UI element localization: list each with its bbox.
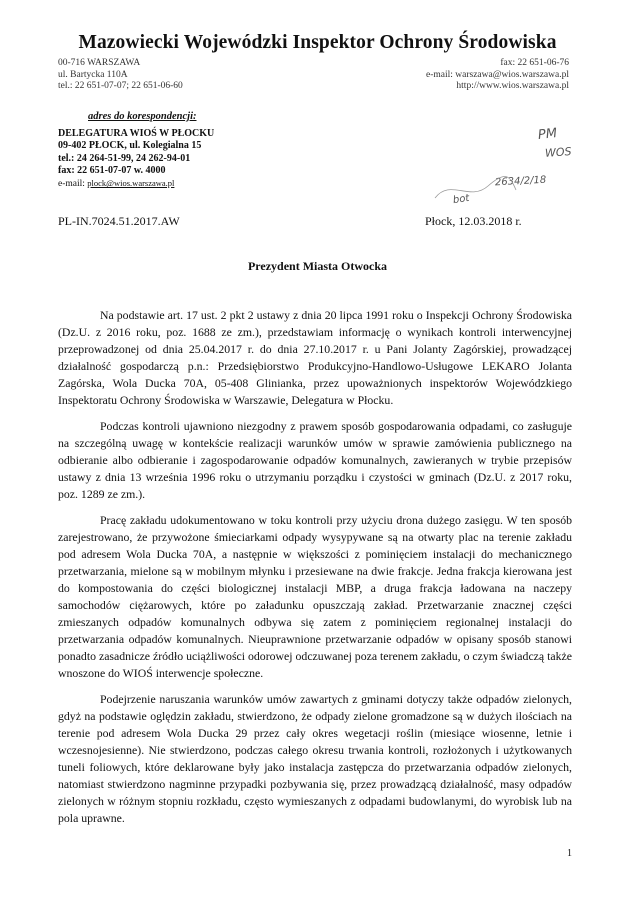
handwritten-note: 2634/2/18 [494, 174, 547, 189]
letterhead-title: Mazowiecki Wojewódzki Inspektor Ochrony Środowiska [78, 32, 557, 53]
place-and-date: Płock, 12.03.2018 r. [425, 214, 522, 228]
body-paragraph: Pracę zakładu udokumentowano w toku kontroli przy użyciu drona dużego zasięgu. W ten sposób zarejestrowano, że przywożone śmieciarkami odpady wysypywane są na otwarty plac na terenie zakładu pod adresem Wola Ducka 70A, a następnie w większości z pominięciem instalacji do mechanicznego przetwarzania, mielone są w mobilnym młynku i przesiewane na dwie frakcje. Jedna frakcja kierowana jest do kompostowania do części biologicznej instalacji MBP, a druga frakcja ładowana na naczepy samochodów ciężarowych, które po załadunku opuszczają zakład. Przetwarzanie znacznej części zmieszanych odpadów komunalnych odbywa się zatem z pominięciem regionalnej instalacji do przetwarzania odpadów komunalnych. Nieuprawnione przetwarzanie odpadów w opisany sposób stanowi ponadto zasadnicze źródło uciążliwości odorowej odczuwanej poza terenem zakładu, o czym świadczą także wnoszone do WIOŚ interwencje społeczne. [58, 513, 572, 680]
letter-body [58, 307, 572, 836]
contact-fax: fax: 22 651-06-76 [500, 58, 569, 68]
handwritten-note: PM [537, 126, 558, 143]
contact-email: e-mail: warszawa@wios.warszawa.pl [425, 69, 569, 80]
body-paragraph: Podczas kontroli ujawniono niezgodny z prawem sposób gospodarowania odpadami, co zasługuje na szczególną uwagę w kontekście realizacji warunków umów w sprawie zamówienia publicznego na odbieranie albo odbieranie i zagospodarowanie odpadów komunalnych, zawieranych w trybie przepisów ustawy z dnia 13 września 1996 roku o utrzymaniu porządku i czystości w gminach (Dz.U. z 2017 roku, poz. 1289 ze zm.). [58, 419, 572, 501]
address-city: 00-716 WARSZAWA [58, 58, 141, 68]
delegation-email: plock@wios.warszawa.pl [87, 178, 175, 189]
email-label: e-mail: [58, 179, 88, 190]
address-phone: tel.: 22 651-07-07; 22 651-06-60 [58, 81, 183, 91]
office-contact [426, 58, 569, 93]
delegation-name: DELEGATURA WIOŚ W PŁOCKU [58, 128, 215, 139]
correspondence-heading: adres do korespondencji: [88, 111, 197, 122]
page-number: 1 [567, 848, 572, 859]
correspondence-address [58, 128, 214, 190]
recipient: Prezydent Miasta Otwocka [247, 259, 388, 273]
body-paragraph: Na podstawie art. 17 ust. 2 pkt 2 ustawy z dnia 20 lipca 1991 roku o Inspekcji Ochrony Środowiska (Dz.U. z 2016 roku, poz. 1688 ze zm.), przedstawiam informację o wynikach kontroli interwencyjnej przeprowadzonej od dnia 25.04.2017 r. do dnia 27.10.2017 r. u Pani Jolanty Zagórskiej, prowadzącej działalność gospodarczą p.n.: Przedsiębiorstwo Produkcyjno-Handlowo-Usługowe LEKARO Jolanta Zagórska, Wola Ducka 70A, 05-408 Glinianka, przez upoważnionych inspektorów Wojewódzkiego Inspektoratu Ochrony Środowiska w Warszawie, Delegatura w Płocku. [58, 308, 572, 407]
reference-number: PL-IN.7024.51.2017.AW [58, 214, 180, 228]
address-street: ul. Bartycka 110A [58, 69, 128, 80]
delegation-street: 09-402 PŁOCK, ul. Kolegialna 15 [58, 140, 202, 152]
office-address [58, 58, 183, 93]
handwritten-scribble [430, 168, 520, 208]
body-paragraph: Podejrzenie naruszania warunków umów zawartych z gminami dotyczy także odpadów zielonych, gdyż na podstawie oględzin zakładu, stwierdzono, że odpady zielone gromadzone są w dużych ilościach na terenie pod adresem Wola Ducka 29 przez cały okres wegetacji roślin (miesiące wiosenne, letnie i wczesnojesienne). Nie stwierdzono, podczas całego okresu trwania kontroli, rozłożonych i użytkowanych tuneli foliowych, które deklarowane były jako instalacja zastępcza do przetwarzania odpadów zielonych, natomiast stwierdzono nagminne przypadki pozbywania się, przez prowadzącą działalność, masy odpadów zielonych w różnym stopniu rozkładu, często wymieszanych z odpadami budowlanymi, do wyrobisk lub na pola uprawne. [58, 692, 572, 825]
contact-url: http://www.wios.warszawa.pl [456, 81, 569, 91]
delegation-fax: fax: 22 651-07-07 w. 4000 [58, 164, 166, 176]
delegation-email-line [58, 177, 214, 190]
handwritten-note: WOS [544, 145, 572, 160]
delegation-phone: tel.: 24 264-51-99, 24 262-94-01 [58, 152, 191, 164]
handwritten-note: bot [452, 192, 471, 207]
